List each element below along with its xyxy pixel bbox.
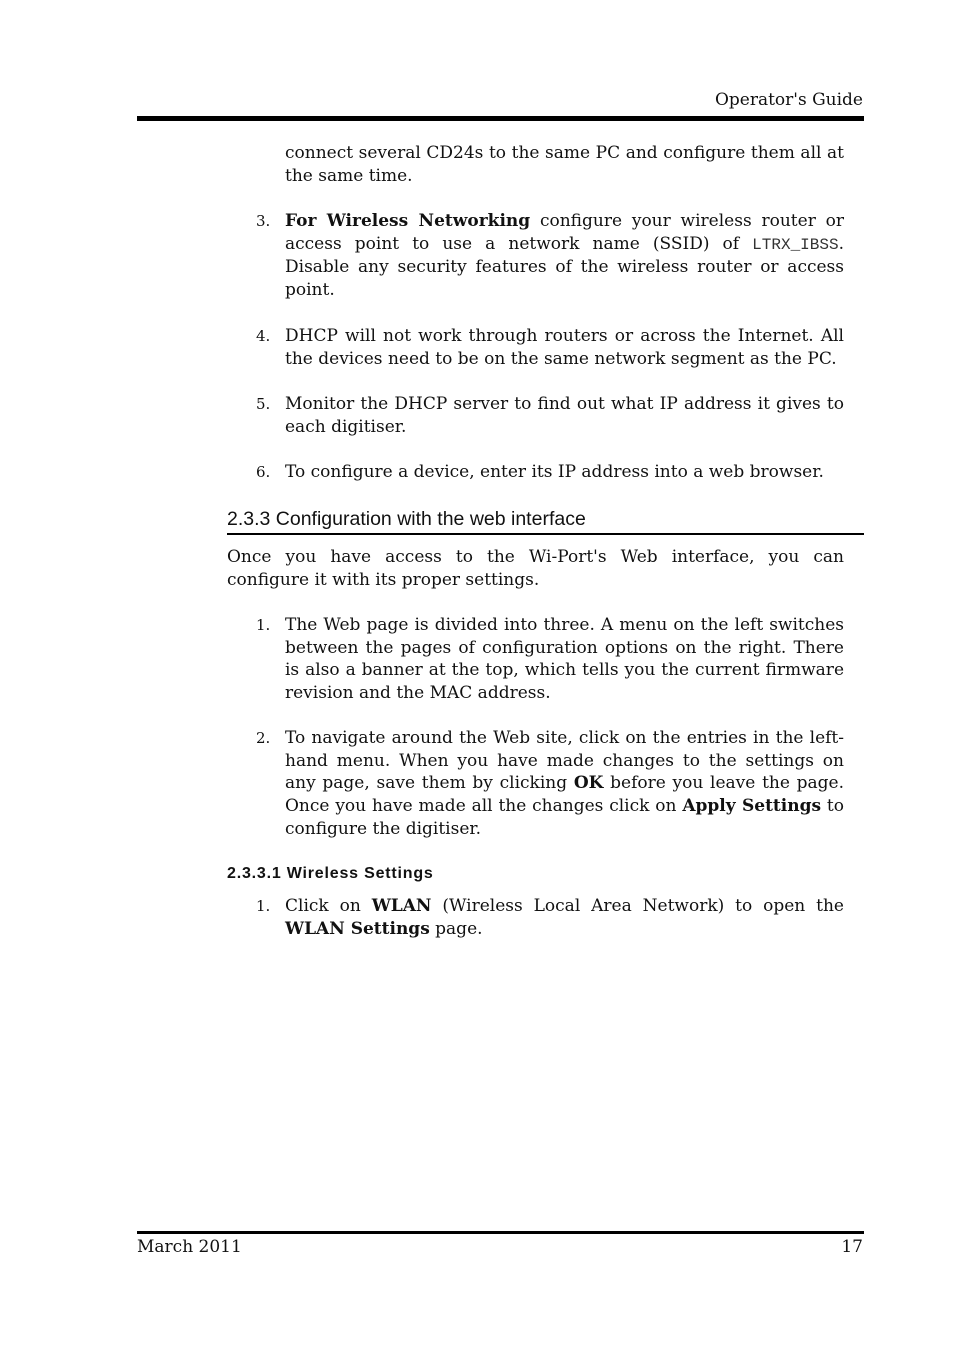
code-ssid: LTRX_IBSS	[752, 235, 839, 254]
text: page.	[429, 918, 483, 939]
continuation-paragraph: connect several CD24s to the same PC and configure them all at the same time.	[285, 143, 844, 186]
list-item	[256, 895, 844, 940]
list-number: 5.	[256, 395, 271, 413]
list-number: 4.	[256, 327, 271, 345]
bold-text: Apply Settings	[682, 796, 822, 817]
text: configure your wireless router or access point to use a network name (SSID) of	[285, 211, 844, 254]
text: before you leave the page. Once you have made all the changes click on	[285, 773, 844, 817]
intro-paragraph: Once you have access to the Wi-Port's Web interface, you can configure it with its proper settings.	[227, 547, 844, 590]
header-rule	[137, 116, 864, 121]
list-item	[256, 461, 844, 484]
text: Monitor the DHCP server to find out what IP address it gives to each digitiser.	[285, 394, 844, 437]
text: Click on	[285, 896, 372, 916]
text: to configure the digitiser.	[285, 796, 844, 839]
text: DHCP will not work through routers or across the Internet. All the devices need to be on the same network segment as the PC.	[285, 326, 844, 369]
list-number: 2.	[256, 729, 271, 747]
list-item	[256, 325, 844, 370]
list-item	[256, 393, 844, 438]
list-number: 6.	[256, 463, 271, 481]
bold-text: OK	[573, 773, 604, 794]
bold-text: For Wireless Networking	[285, 211, 531, 231]
bold-text: WLAN	[371, 896, 432, 916]
section-heading: 2.3.3 Configuration with the web interface	[227, 508, 864, 535]
subsection-heading: 2.3.3.1 Wireless Settings	[227, 865, 434, 882]
page-number: 17	[841, 1237, 863, 1257]
footer-rule	[137, 1231, 864, 1234]
footer-date: March 2011	[137, 1237, 242, 1257]
text: To configure a device, enter its IP address into a web browser.	[285, 462, 824, 482]
list-number: 1.	[256, 616, 271, 634]
running-header: Operator's Guide	[714, 90, 863, 110]
list-number: 3.	[256, 212, 271, 230]
text: The Web page is divided into three. A menu on the left switches between the pages of configuration options on the right. There is also a banner at the top, which tells you the current firmware revision and the MAC address.	[285, 615, 844, 704]
list-number: 1.	[256, 897, 271, 915]
list-item	[256, 614, 844, 705]
bold-text: WLAN Settings	[285, 918, 430, 939]
list-item	[256, 210, 844, 302]
list-item	[256, 727, 844, 841]
text: To navigate around the Web site, click on the entries in the left-hand menu. When you have made changes to the settings on any page, save them by clicking	[285, 728, 844, 794]
text: (Wireless Local Area Network) to open the	[431, 896, 844, 916]
text: . Disable any security features of the wireless router or access point.	[285, 233, 844, 301]
